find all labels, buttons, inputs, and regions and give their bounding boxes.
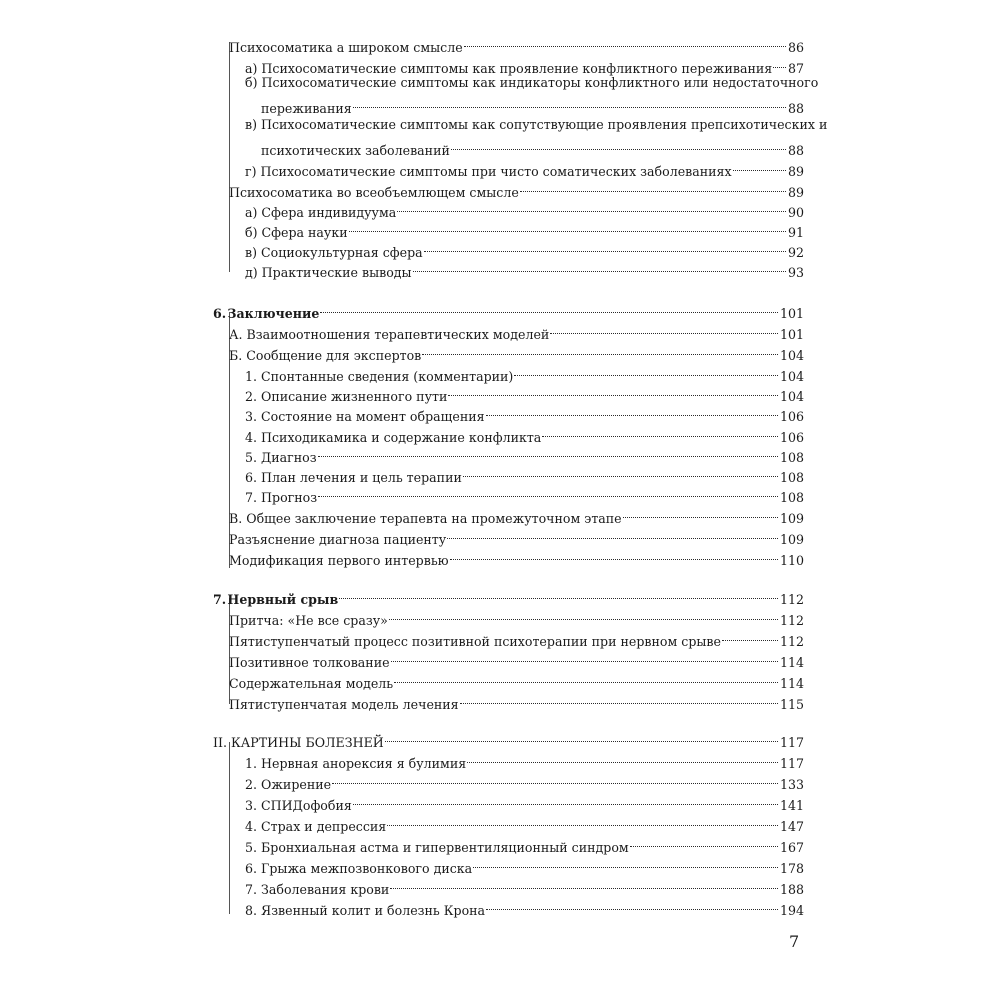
page-ref: 133	[779, 777, 804, 792]
dot-leader	[353, 93, 786, 113]
toc-entry-text: в) Психосоматические симптомы как сопутствующие проявления препсихотических и	[245, 117, 828, 132]
dot-leader	[391, 647, 778, 667]
dot-leader	[387, 811, 778, 831]
toc-chapter-heading[interactable]	[0, 584, 1000, 607]
page-ref: 115	[779, 697, 804, 712]
dot-leader	[460, 689, 778, 709]
dot-leader	[463, 462, 778, 482]
toc-entry[interactable]: Б. Сообщение для экспертов 104	[0, 340, 1000, 360]
dot-leader	[422, 340, 778, 360]
page-ref: 88	[787, 101, 804, 116]
chapter-title: Заключение	[227, 306, 320, 321]
page-ref: 87	[787, 61, 804, 76]
page-ref: 108	[779, 490, 804, 505]
toc-entry[interactable]: 4. Психодикамика и содержание конфликта 106	[0, 422, 1000, 442]
page-ref: 92	[787, 245, 804, 260]
page-ref: 117	[779, 735, 804, 750]
page-ref: 106	[779, 430, 804, 445]
page-ref: 109	[779, 532, 804, 547]
page-ref: 167	[779, 840, 804, 855]
dot-leader	[448, 381, 778, 401]
toc-entry[interactable]: Психосоматика во всеобъемлющем смысле 89	[0, 177, 1000, 197]
page-ref: 89	[787, 185, 804, 200]
toc-entry[interactable]: 7. Прогноз 108	[0, 482, 1000, 502]
page-ref: 86	[787, 40, 804, 55]
toc-entry[interactable]: а) Психосоматические симптомы как проявление конфликтного переживания 87	[0, 53, 1000, 73]
toc-part-heading[interactable]	[0, 727, 1000, 750]
toc-entry[interactable]: Разъяснение диагноза пациенту 109	[0, 524, 1000, 544]
page-ref: 108	[779, 450, 804, 465]
toc-entry[interactable]: Содержательная модель 114	[0, 668, 1000, 688]
page-ref: 101	[779, 306, 804, 321]
dot-leader	[353, 790, 778, 810]
toc-entry[interactable]: 5. Бронхиальная астма и гипервентиляционный синдром 167	[0, 832, 1000, 852]
dot-leader	[520, 177, 786, 197]
page-ref: 114	[779, 655, 804, 670]
dot-leader	[542, 422, 778, 442]
dot-leader	[722, 626, 778, 646]
page-ref: 112	[779, 613, 804, 628]
page-ref: 88	[787, 143, 804, 158]
toc-entry[interactable]: 2. Ожирение 133	[0, 769, 1000, 789]
chapter-number: 6.	[213, 306, 227, 321]
page-ref: 89	[787, 164, 804, 179]
dot-leader	[318, 442, 778, 462]
page-ref: 110	[779, 553, 804, 568]
page-ref: 108	[779, 470, 804, 485]
dot-leader	[450, 545, 778, 565]
dot-leader	[318, 482, 778, 502]
page-ref: 91	[787, 225, 804, 240]
dot-leader	[339, 584, 778, 604]
toc-entry[interactable]: 2. Описание жизненного пути 104	[0, 381, 1000, 401]
dot-leader	[320, 298, 778, 318]
page-ref: 90	[787, 205, 804, 220]
toc-entry-text: б) Психосоматические симптомы как индикаторы конфликтного или недостаточного	[245, 75, 819, 90]
page-ref: 112	[779, 592, 804, 607]
dot-leader	[394, 668, 778, 688]
toc-entry[interactable]: 6. План лечения и цель терапии 108	[0, 462, 1000, 482]
page-ref: 141	[779, 798, 804, 813]
part-title: II. КАРТИНЫ БОЛЕЗНЕЙ	[213, 735, 384, 750]
page-ref: 106	[779, 409, 804, 424]
dot-leader	[473, 853, 778, 873]
dot-leader	[486, 401, 778, 421]
dot-leader	[349, 217, 786, 237]
toc-entry[interactable]: г) Психосоматические симптомы при чисто соматических заболеваниях 89	[0, 156, 1000, 176]
dot-leader	[397, 197, 786, 217]
toc-entry[interactable]: 4. Страх и депрессия 147	[0, 811, 1000, 831]
page-ref: 93	[787, 265, 804, 280]
dot-leader	[733, 156, 786, 176]
chapter-title: Нервный срыв	[227, 592, 339, 607]
toc-entry[interactable]: 7. Заболевания крови 188	[0, 874, 1000, 894]
toc-entry[interactable]: 1. Спонтанные сведения (комментарии) 104	[0, 361, 1000, 381]
dot-leader	[385, 727, 778, 747]
toc-entry[interactable]: а) Сфера индивидуума 90	[0, 197, 1000, 217]
dot-leader	[447, 524, 778, 544]
toc-entry[interactable]: 6. Грыжа межпозвонкового диска 178	[0, 853, 1000, 873]
toc-entry[interactable]: 1. Нервная анорексия я булимия 117	[0, 748, 1000, 768]
page-ref: 178	[779, 861, 804, 876]
page-ref: 104	[779, 369, 804, 384]
page-ref: 104	[779, 389, 804, 404]
page-ref: 112	[779, 634, 804, 649]
toc-entry[interactable]: Пятиступенчатая модель лечения 115	[0, 689, 1000, 709]
chapter-number: 7.	[213, 592, 227, 607]
dot-leader	[550, 319, 778, 339]
toc-entry[interactable]: психотических заболеваний 88	[0, 135, 1000, 155]
dot-leader	[451, 135, 786, 155]
dot-leader	[424, 237, 786, 257]
toc-entry[interactable]: 3. СПИДофобия 141	[0, 790, 1000, 810]
page-ref: 188	[779, 882, 804, 897]
page-number: 7	[789, 932, 800, 951]
toc-entry[interactable]: Пятиступенчатый процесс позитивной психотерапии при нервном срыве 112	[0, 626, 1000, 646]
toc-entry[interactable]: 5. Диагноз 108	[0, 442, 1000, 462]
toc-entry[interactable]: Модификация первого интервью 110	[0, 545, 1000, 565]
dot-leader	[630, 832, 778, 852]
dot-leader	[390, 874, 778, 894]
page-ref: 147	[779, 819, 804, 834]
dot-leader	[467, 748, 778, 768]
toc-entry[interactable]: переживания 88	[0, 93, 1000, 113]
toc-entry[interactable]: Притча: «Не все сразу» 112	[0, 605, 1000, 625]
page-ref: 114	[779, 676, 804, 691]
dot-leader	[773, 53, 786, 73]
toc-entry[interactable]: В. Общее заключение терапевта на промежуточном этапе 109	[0, 503, 1000, 523]
page-ref: 194	[779, 903, 804, 918]
page-ref: 104	[779, 348, 804, 363]
toc-entry[interactable]: А. Взаимоотношения терапевтических моделей 101	[0, 319, 1000, 339]
toc-entry[interactable]: 3. Состояние на момент обращения 106	[0, 401, 1000, 421]
toc-entry[interactable]: Психосоматика а широком смысле 86	[0, 32, 1000, 52]
toc-chapter-heading[interactable]	[0, 298, 1000, 321]
toc-entry[interactable]: Позитивное толкование 114	[0, 647, 1000, 667]
dot-leader	[514, 361, 778, 381]
page-ref: 101	[779, 327, 804, 342]
toc-entry[interactable]: д) Практические выводы 93	[0, 257, 1000, 277]
page-ref: 109	[779, 511, 804, 526]
toc-entry[interactable]: в) Социокультурная сфера 92	[0, 237, 1000, 257]
dot-leader	[464, 32, 786, 52]
dot-leader	[413, 257, 786, 277]
page-ref: 117	[779, 756, 804, 771]
dot-leader	[389, 605, 778, 625]
toc-entry[interactable]: 8. Язвенный колит и болезнь Крона 194	[0, 895, 1000, 915]
dot-leader	[332, 769, 778, 789]
dot-leader	[486, 895, 778, 915]
toc-entry[interactable]: б) Сфера науки 91	[0, 217, 1000, 237]
dot-leader	[623, 503, 778, 523]
